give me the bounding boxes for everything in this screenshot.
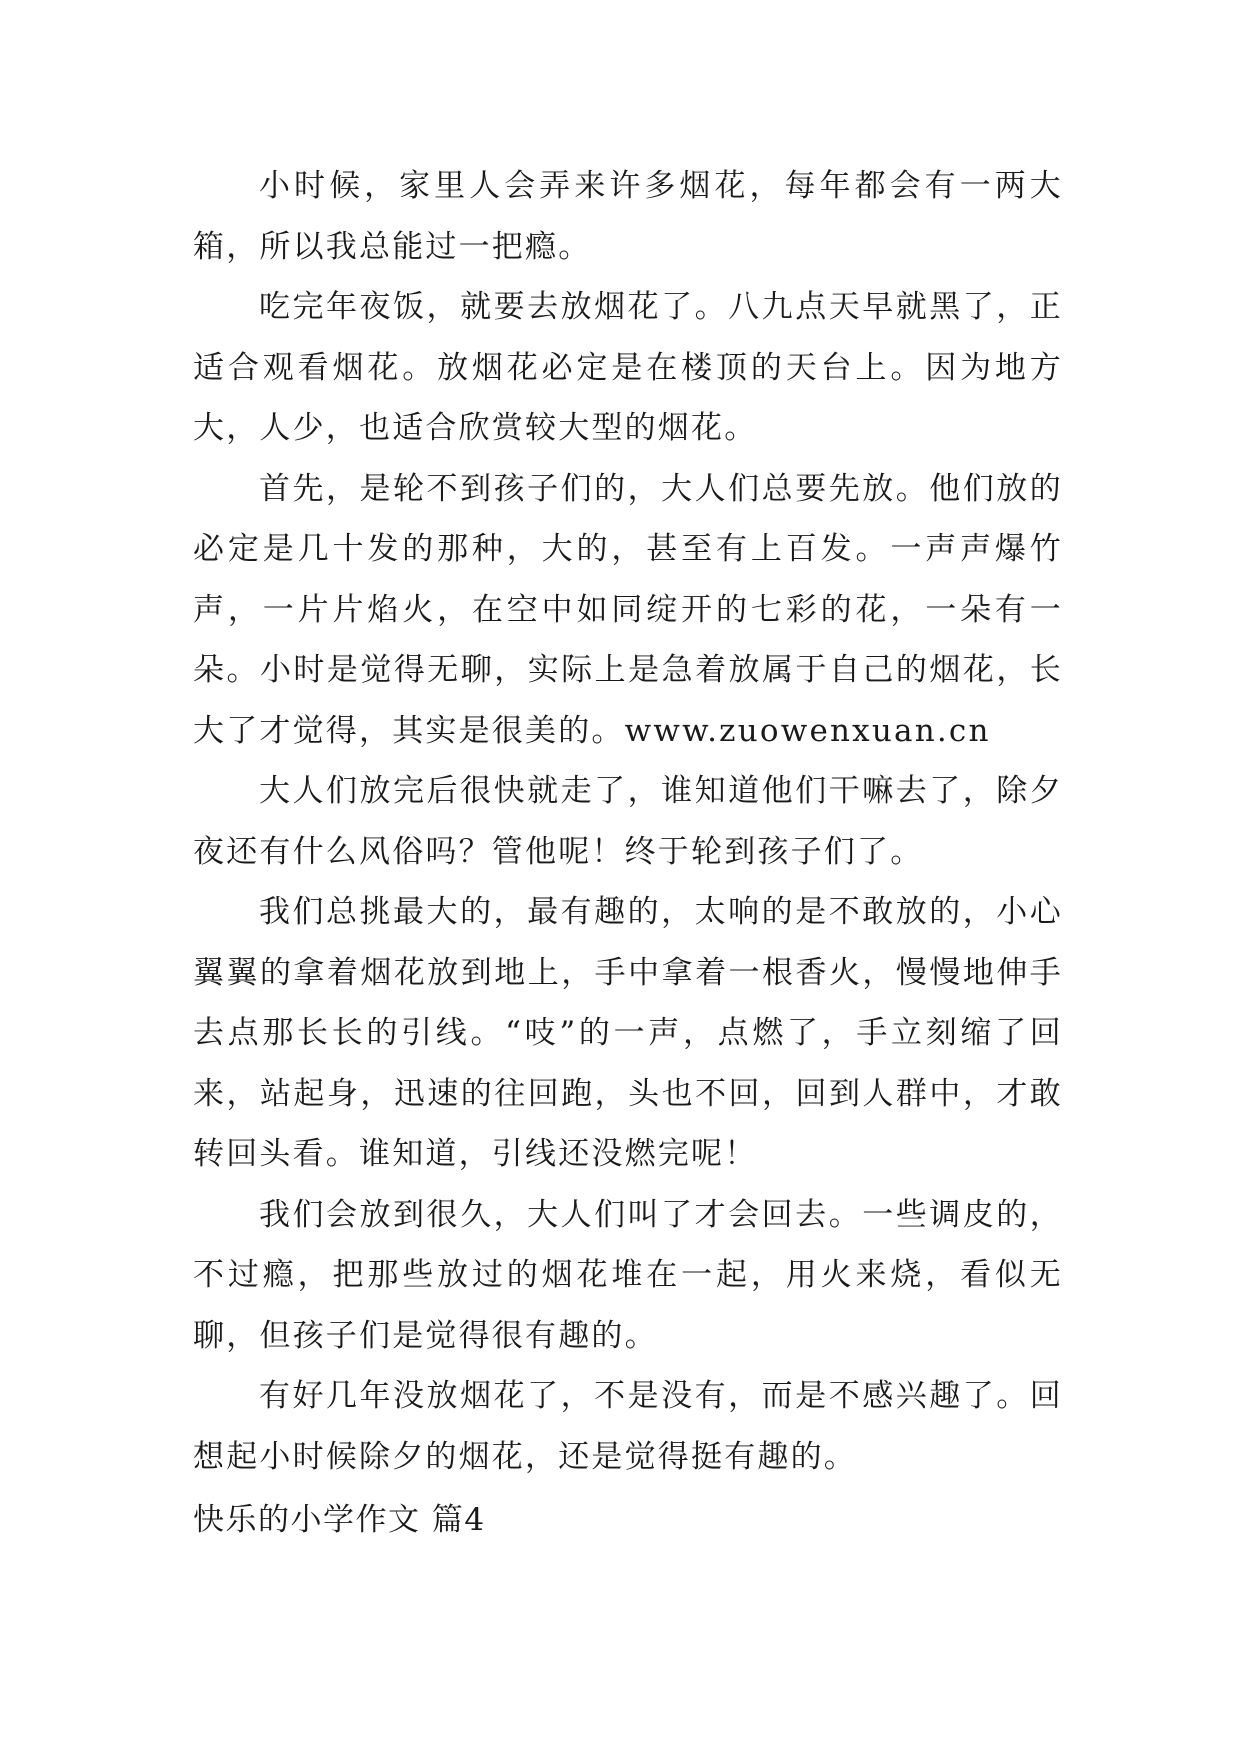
- paragraph: 我们会放到很久，大人们叫了才会回去。一些调皮的，不过瘾，把那些放过的烟花堆在一起，用火来烧，看似无聊，但孩子们是觉得很有趣的。: [193, 1196, 1063, 1354]
- paragraph: 吃完年夜饭，就要去放烟花了。八九点天早就黑了，正适合观看烟花。放烟花必定是在楼顶的天台上。因为地方大，人少，也适合欣赏较大型的烟花。: [193, 289, 1063, 446]
- paragraph: 大人们放完后很快就走了，谁知道他们干嘛去了，除夕夜还有什么风俗吗？管他呢！终于轮到孩子们了。: [193, 773, 1063, 870]
- essay-body: [193, 156, 1063, 1487]
- paragraph: 我们总挑最大的，最有趣的，太响的是不敢放的，小心翼翼的拿着烟花放到地上，手中拿着一根香火，慢慢地伸手去点那长长的引线。“吱”的一声，点燃了，手立刻缩了回来，站起身，迅速的往回跑，头也不回，回到人群中，才敢转回头看。谁知道，引线还没燃完呢！: [193, 894, 1063, 1172]
- paragraph: 首先，是轮不到孩子们的，大人们总要先放。他们放的必定是几十发的那种，大的，甚至有上百发。一声声爆竹声，一片片焰火，在空中如同绽开的七彩的花，一朵有一朵。小时是觉得无聊，实际上是急着放属于自己的烟花，长大了才觉得，其实是很美的。www.zuowenxuan.cn: [193, 470, 1063, 749]
- section-heading: 快乐的小学作文 篇4: [193, 1502, 486, 1538]
- paragraph: 小时候，家里人会弄来许多烟花，每年都会有一两大箱，所以我总能过一把瘾。: [193, 168, 1063, 265]
- paragraph: 有好几年没放烟花了，不是没有，而是不感兴趣了。回想起小时候除夕的烟花，还是觉得挺有趣的。: [193, 1378, 1063, 1475]
